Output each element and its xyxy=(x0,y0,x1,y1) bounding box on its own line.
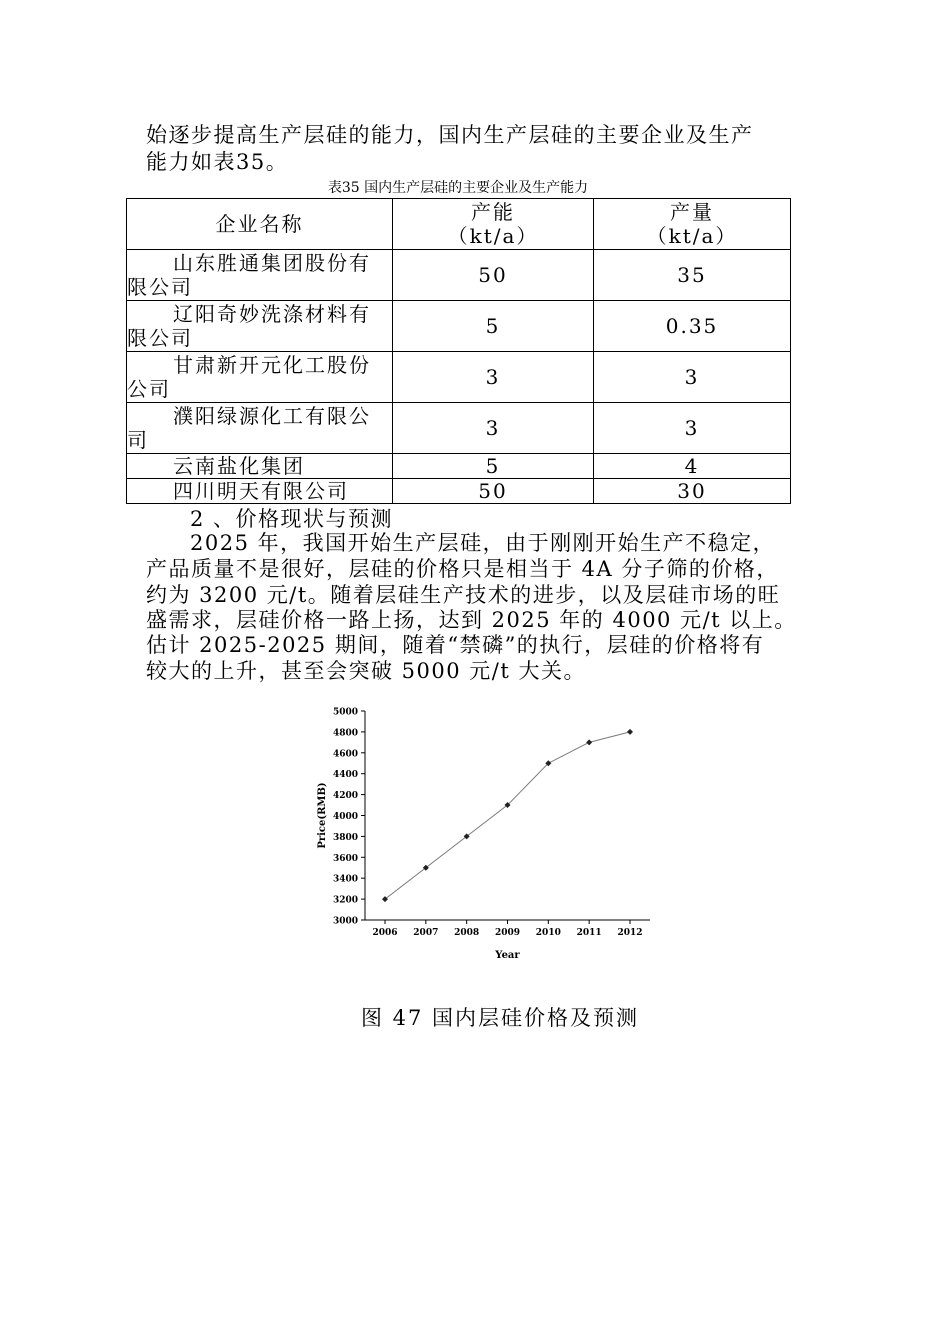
x-axis-label: Year xyxy=(495,950,520,961)
intro-line-2: 能力如表35。 xyxy=(146,150,289,174)
y-tick-label: 4200 xyxy=(332,791,358,802)
header-capacity-unit: （kt/a） xyxy=(447,224,539,248)
series-line xyxy=(385,732,630,899)
section-heading: 2 、价格现状与预测 xyxy=(190,507,394,531)
table-row xyxy=(127,479,791,504)
table-header-row xyxy=(127,199,791,250)
x-tick-label: 2012 xyxy=(617,928,643,938)
body-line: 较大的上升，甚至会突破 5000 元/t 大关。 xyxy=(146,659,586,683)
output-cell: 35 xyxy=(594,250,791,301)
data-point xyxy=(586,739,592,745)
header-output-label: 产量 xyxy=(670,200,714,224)
header-output xyxy=(594,199,791,250)
header-capacity-label: 产能 xyxy=(471,200,515,224)
data-point xyxy=(627,729,633,735)
x-tick-label: 2011 xyxy=(576,928,602,938)
company-name-line: 甘肃新开元化工股份 xyxy=(173,353,371,377)
x-tick-label: 2009 xyxy=(494,928,521,938)
x-tick-label: 2010 xyxy=(535,928,561,938)
x-tick-label: 2007 xyxy=(413,928,439,938)
body-line: 约为 3200 元/t。随着层硅生产技术的进步，以及层硅市场的旺 xyxy=(146,583,781,607)
company-name-line: 云南盐化集团 xyxy=(173,454,305,478)
capacity-cell: 50 xyxy=(393,250,594,301)
company-name xyxy=(127,403,393,454)
output-cell: 4 xyxy=(594,454,791,479)
company-name xyxy=(127,250,393,301)
company-name-line: 公司 xyxy=(127,377,171,401)
y-axis-label: Price(RMB) xyxy=(317,782,328,849)
capacity-cell: 50 xyxy=(393,479,594,504)
company-name xyxy=(127,301,393,352)
table-row xyxy=(127,454,791,479)
capacity-cell: 3 xyxy=(393,352,594,403)
table-row xyxy=(127,301,791,352)
y-tick-label: 3000 xyxy=(332,916,358,927)
table-row xyxy=(127,250,791,301)
company-name-line: 限公司 xyxy=(127,326,193,350)
header-capacity xyxy=(393,199,594,250)
x-tick-label: 2006 xyxy=(372,928,398,938)
company-name-line: 司 xyxy=(127,428,149,452)
company-name-line: 限公司 xyxy=(127,275,193,299)
price-line-chart xyxy=(300,700,660,970)
company-name-line: 辽阳奇妙洗涤材料有 xyxy=(173,302,371,326)
y-tick-label: 4400 xyxy=(332,770,358,781)
capacity-cell: 5 xyxy=(393,454,594,479)
output-cell: 0.35 xyxy=(594,301,791,352)
body-line: 产品质量不是很好，层硅的价格只是相当于 4A 分子筛的价格， xyxy=(146,557,779,581)
header-name: 企业名称 xyxy=(127,199,393,250)
output-cell: 3 xyxy=(594,403,791,454)
table-row xyxy=(127,352,791,403)
output-cell: 3 xyxy=(594,352,791,403)
company-name-line: 四川明天有限公司 xyxy=(173,479,349,503)
body-line: 盛需求，层硅价格一路上扬，达到 2025 年的 4000 元/t 以上。 xyxy=(146,608,797,632)
output-cell: 30 xyxy=(594,479,791,504)
body-line: 估计 2025-2025 期间，随着“禁磷”的执行，层硅的价格将有 xyxy=(146,633,765,657)
y-tick-label: 3200 xyxy=(332,895,358,906)
x-tick-label: 2008 xyxy=(454,928,480,938)
company-name xyxy=(127,479,393,504)
capacity-cell: 5 xyxy=(393,301,594,352)
company-name xyxy=(127,454,393,479)
capacity-cell: 3 xyxy=(393,403,594,454)
intro-line-1: 始逐步提高生产层硅的能力，国内生产层硅的主要企业及生产 xyxy=(146,123,754,147)
y-tick-label: 3600 xyxy=(332,853,358,864)
figure-caption: 图 47 国内层硅价格及预测 xyxy=(360,1006,640,1030)
company-name-line: 濮阳绿源化工有限公 xyxy=(173,404,371,428)
body-line: 2025 年，我国开始生产层硅，由于刚刚开始生产不稳定， xyxy=(190,531,776,555)
company-name-line: 山东胜通集团股份有 xyxy=(173,251,371,275)
y-tick-label: 3800 xyxy=(332,832,358,843)
y-tick-label: 4000 xyxy=(332,812,358,822)
table-caption: 表35 国内生产层硅的主要企业及生产能力 xyxy=(327,180,589,196)
header-output-unit: （kt/a） xyxy=(646,224,738,248)
table-row xyxy=(127,403,791,454)
y-tick-label: 4600 xyxy=(332,749,358,760)
y-tick-label: 5000 xyxy=(332,707,358,718)
company-name xyxy=(127,352,393,403)
enterprise-table xyxy=(126,198,791,504)
y-tick-label: 3400 xyxy=(332,874,358,885)
y-tick-label: 4800 xyxy=(332,728,358,739)
